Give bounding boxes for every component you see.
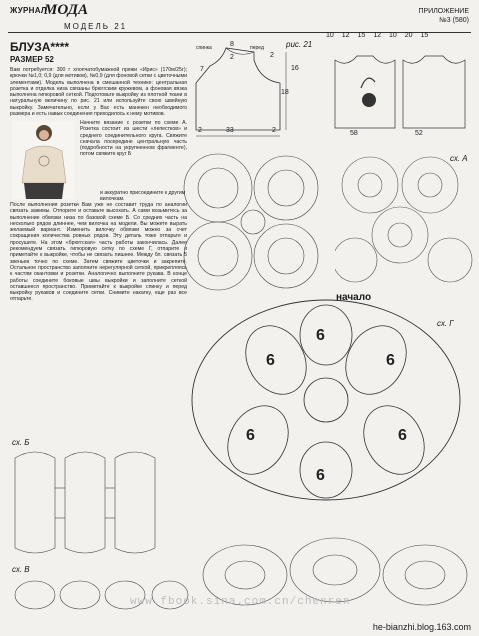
svg-text:6: 6 [246, 427, 255, 444]
dim-16: 16 [291, 65, 299, 72]
svg-text:6: 6 [316, 327, 325, 344]
svg-text:6: 6 [386, 352, 395, 369]
dim-33: 33 [226, 127, 234, 134]
footer-site: he-bianzhi.blog.163.com [372, 622, 471, 632]
header-brand-small: ЖУРНАЛ [10, 6, 47, 15]
dim-2d: 2 [272, 127, 276, 134]
supplement-label: ПРИЛОЖЕНИЕ [418, 8, 469, 15]
paragraph-3: и аккуратно присоедините к другим вилочкам. [100, 190, 186, 202]
top-dim-4: 12 [373, 32, 382, 39]
dim-2a: 2 [230, 54, 234, 61]
bottom-dim-52: 52 [415, 130, 423, 137]
pattern-label: рис. 21 [286, 40, 313, 49]
issue-number: №3 (580) [439, 17, 469, 24]
garment-diagram [325, 42, 473, 142]
dim-18: 18 [281, 89, 289, 96]
watermark: www.fbook.sina.com.cn/chenren [130, 596, 351, 608]
dim-2c: 2 [198, 127, 202, 134]
scheme-a-label: сх. А [450, 154, 468, 163]
pattern-schematic [188, 38, 308, 143]
scheme-v-label: сх. В [12, 565, 30, 574]
label-front: перед [250, 45, 264, 51]
dim-7: 7 [200, 66, 204, 73]
hexagon-motifs [335, 150, 473, 290]
model-label: МОДЕЛЬ 21 [64, 22, 128, 31]
top-dim-5: 10 [389, 32, 397, 39]
model-photo [12, 121, 74, 199]
top-dim-6: 20 [404, 32, 413, 39]
scheme-v-lace [10, 575, 190, 615]
body-text: После выполнения розетки Вам уже не составит труда по аналогии связать зажимы. Отпорите и оставьте высохать. А сами возьмитесь за выполнение обвязки низа по базовой схеме Б. Со средних часть на несколько рядов длиннее, чем вилочка на модели. Вы можете вырать желаемый вариант. Изменить вилочку обвязки можно за счет сокращения количества ровных рядов. Эту деталь тоже отпарьте и просушите. На этом «брюггская» часть работы закончилась. Далее рекомендуем связать гипюровую сетку по схеме Г, отпарите и приметайте к выкройке, чтобы не связать лишнее. Между бл. связать 5 звеньев точно по схеме. Затем свяжите цветочки и закрепите. Остальное пространство заполните нерегулярной сеткой, прикрепляясь к частям окантовки и розетки. Аналогично выполните рукава. В конце работы соедините боковые швы выкройки и заполните сеткой оставшееся пространство. Приметайте к выкройке спинку и перед выкройку рукавов и соедините сетки. Снимите накатку, еще раз все отпарьте. [10, 202, 187, 303]
intro-text: Вам потребуется: 300 г хлопчатобумажной пряжи «Ирис» (170м/25г); крючки №1,0; 0,9 (для мотивов), №0,9 (для фоновой сетки с цветочными элементами). Модель выполнена в смешанной технике: центральная розетка и отделка низа связаны брюггским кружевом, а фоновая вязка выполнена гипюровой сеткой. Подготовьте выкройку из плотной ткани в натуральную величину по рис. 21 или используйте свою швейную выкройку. Замечательно, если у Вас есть манекен необходимого размера и есть навык соединения приходилось к нему мотивов. [10, 67, 187, 118]
start-label: начало [336, 292, 372, 303]
scheme-g-flower [186, 290, 476, 520]
issue-info [418, 7, 469, 25]
dim-8: 8 [230, 41, 234, 48]
top-dim-1: 10 [326, 32, 334, 39]
motif-rosette [168, 148, 338, 298]
label-back: спинка [196, 45, 212, 51]
header-logo: МОДА [44, 2, 89, 18]
top-dim-2: 12 [341, 32, 350, 39]
top-dim-7: 15 [420, 32, 429, 39]
svg-text:6: 6 [316, 467, 325, 484]
top-dim-3: 15 [357, 32, 366, 39]
dim-2b: 2 [270, 52, 274, 59]
article-title: БЛУЗА**** [10, 40, 70, 54]
paragraph-2: Начните вязание с розетки по схеме А. Розетка состоит из шести «лепестков» и среднего соединительного круга. Свяжите сначала посередине центральную часть (подробности на укрупненном фрагменте), потом свяжите круг Б [80, 120, 187, 158]
svg-text:6: 6 [398, 427, 407, 444]
scheme-g-label: сх. Г [437, 319, 454, 328]
scheme-b-lace [10, 448, 170, 558]
scheme-b-label: сх. Б [12, 438, 30, 447]
svg-text:6: 6 [266, 352, 275, 369]
top-dims [326, 32, 428, 39]
bottom-dim-58: 58 [350, 130, 358, 137]
size-label: РАЗМЕР 52 [10, 55, 54, 64]
